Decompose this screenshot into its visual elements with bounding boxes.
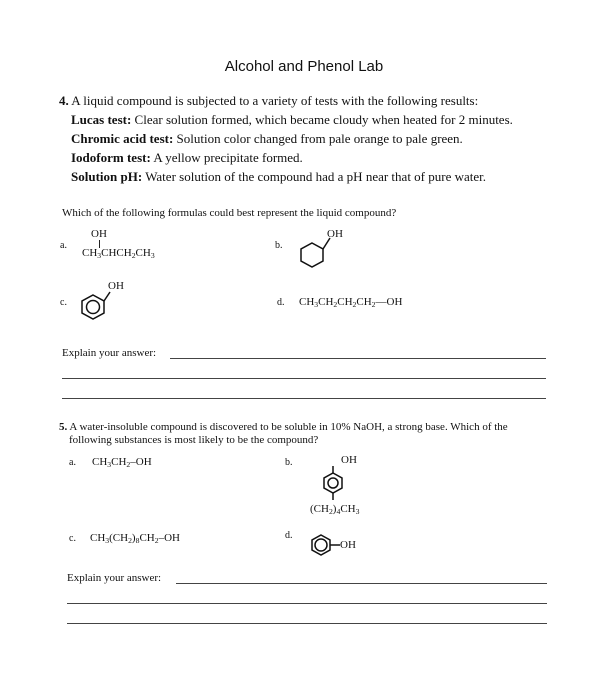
cyclohexane-ring-icon	[296, 236, 336, 272]
question-5-line-1	[59, 421, 508, 433]
q4-option-b-oh: OH	[327, 228, 343, 240]
q4-option-d-letter: d.	[277, 297, 285, 308]
solution-ph-label: Solution pH:	[71, 169, 143, 184]
q5-answer-line-1[interactable]	[176, 583, 547, 584]
question-5-text-2: following substances is most likely to be the compound?	[69, 434, 319, 446]
q5-answer-line-2[interactable]	[67, 603, 547, 604]
q4-option-c-oh: OH	[108, 280, 124, 292]
iodoform-test-text: A yellow precipitate formed.	[153, 150, 303, 165]
q5-option-d-letter: d.	[285, 530, 293, 541]
lucas-test-result	[71, 112, 513, 128]
q5-explain-label: Explain your answer:	[67, 572, 162, 584]
para-substituted-benzene-icon	[317, 466, 347, 506]
lucas-test-text: Clear solution formed, which became cloudy when heated for 2 minutes.	[134, 112, 513, 127]
question-4-intro	[59, 93, 478, 109]
q5-option-d-oh: OH	[340, 539, 356, 551]
q4-answer-line-1[interactable]	[170, 358, 546, 359]
chromic-acid-test-result	[71, 131, 463, 147]
page-title: Alcohol and Phenol Lab	[224, 58, 384, 75]
question-4-number: 4.	[59, 93, 69, 108]
q4-explain-label: Explain your answer:	[62, 347, 157, 359]
chromic-acid-test-text: Solution color changed from pale orange to pale green.	[176, 131, 463, 146]
question-4-intro-text: A liquid compound is subjected to a variety of tests with the following results:	[71, 93, 479, 108]
lucas-test-label: Lucas test:	[71, 112, 132, 127]
q4-answer-line-3[interactable]	[62, 398, 546, 399]
solution-ph-result	[71, 169, 486, 185]
q5-option-b-oh: OH	[341, 454, 357, 466]
q5-option-a-formula: $CH_3CH_2-OH$	[92, 456, 152, 469]
chromic-acid-test-label: Chromic acid test:	[71, 131, 174, 146]
q4-option-a-formula: $CH_3CHCH_2CH_3$	[82, 247, 155, 260]
q5-option-c-formula: $CH_3(CH_2)_8CH_2-OH$	[90, 532, 180, 545]
q4-option-b-letter: b.	[275, 240, 283, 251]
question-4-prompt: Which of the following formulas could best represent the liquid compound?	[62, 207, 397, 219]
q4-option-a-letter: a.	[60, 240, 67, 251]
q5-option-a-letter: a.	[69, 457, 76, 468]
solution-ph-text: Water solution of the compound had a pH near that of pure water.	[145, 169, 487, 184]
q4-answer-line-2[interactable]	[62, 378, 546, 379]
q4-option-c-letter: c.	[60, 297, 67, 308]
q5-option-b-substituent: $(CH_2)_4CH_3$	[310, 503, 360, 516]
q4-option-a-oh: OH	[91, 228, 107, 240]
q5-answer-line-3[interactable]	[67, 623, 547, 624]
q5-option-c-letter: c.	[69, 533, 76, 544]
iodoform-test-result	[71, 150, 303, 166]
q4-option-d-formula: $CH_3CH_2CH_2CH_2—OH$	[299, 296, 403, 309]
iodoform-test-label: Iodoform test:	[71, 150, 151, 165]
question-5-text-1: A water-insoluble compound is discovered to be soluble in 10% NaOH, a strong base. Which of the	[69, 421, 508, 433]
benzene-ring-icon	[79, 288, 119, 324]
question-5-number: 5.	[59, 421, 68, 433]
q5-option-b-letter: b.	[285, 457, 293, 468]
